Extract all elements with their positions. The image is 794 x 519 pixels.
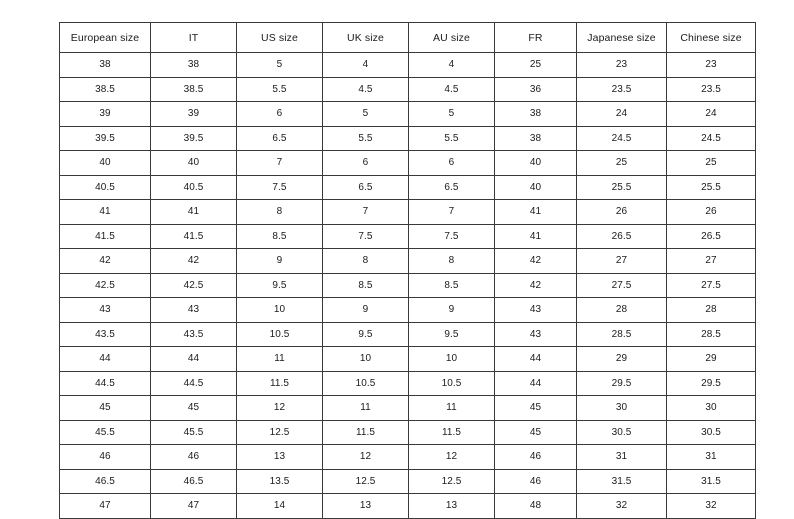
cell-fr: 36 bbox=[495, 77, 577, 102]
cell-fr: 40 bbox=[495, 175, 577, 200]
cell-us-size: 7 bbox=[237, 151, 323, 176]
table-row bbox=[60, 102, 756, 127]
cell-chinese-size: 30.5 bbox=[667, 420, 756, 445]
cell-uk-size: 9 bbox=[323, 298, 409, 323]
cell-european-size: 40.5 bbox=[60, 175, 151, 200]
cell-european-size: 44.5 bbox=[60, 371, 151, 396]
cell-us-size: 10 bbox=[237, 298, 323, 323]
cell-european-size: 45.5 bbox=[60, 420, 151, 445]
cell-japanese-size: 29 bbox=[577, 347, 667, 372]
cell-us-size: 11 bbox=[237, 347, 323, 372]
cell-chinese-size: 32 bbox=[667, 494, 756, 519]
cell-fr: 42 bbox=[495, 273, 577, 298]
cell-au-size: 7 bbox=[409, 200, 495, 225]
cell-it: 42.5 bbox=[151, 273, 237, 298]
table-body bbox=[60, 53, 756, 519]
cell-au-size: 12 bbox=[409, 445, 495, 470]
table-row bbox=[60, 298, 756, 323]
cell-au-size: 4.5 bbox=[409, 77, 495, 102]
table-row bbox=[60, 249, 756, 274]
cell-it: 45 bbox=[151, 396, 237, 421]
cell-japanese-size: 26.5 bbox=[577, 224, 667, 249]
cell-chinese-size: 31 bbox=[667, 445, 756, 470]
cell-uk-size: 4 bbox=[323, 53, 409, 78]
cell-european-size: 45 bbox=[60, 396, 151, 421]
column-header-european-size: European size bbox=[60, 23, 151, 53]
table-row bbox=[60, 445, 756, 470]
cell-european-size: 43.5 bbox=[60, 322, 151, 347]
cell-chinese-size: 25.5 bbox=[667, 175, 756, 200]
cell-japanese-size: 23 bbox=[577, 53, 667, 78]
cell-japanese-size: 27.5 bbox=[577, 273, 667, 298]
cell-japanese-size: 29.5 bbox=[577, 371, 667, 396]
cell-european-size: 39 bbox=[60, 102, 151, 127]
column-header-japanese-size: Japanese size bbox=[577, 23, 667, 53]
column-header-chinese-size: Chinese size bbox=[667, 23, 756, 53]
cell-japanese-size: 25.5 bbox=[577, 175, 667, 200]
cell-european-size: 44 bbox=[60, 347, 151, 372]
cell-au-size: 8 bbox=[409, 249, 495, 274]
cell-au-size: 7.5 bbox=[409, 224, 495, 249]
cell-us-size: 13.5 bbox=[237, 469, 323, 494]
cell-european-size: 41.5 bbox=[60, 224, 151, 249]
table-row bbox=[60, 175, 756, 200]
cell-au-size: 9.5 bbox=[409, 322, 495, 347]
column-header-us-size: US size bbox=[237, 23, 323, 53]
cell-european-size: 42 bbox=[60, 249, 151, 274]
cell-it: 46 bbox=[151, 445, 237, 470]
cell-uk-size: 12.5 bbox=[323, 469, 409, 494]
cell-fr: 45 bbox=[495, 420, 577, 445]
cell-au-size: 8.5 bbox=[409, 273, 495, 298]
cell-au-size: 11.5 bbox=[409, 420, 495, 445]
cell-us-size: 5.5 bbox=[237, 77, 323, 102]
cell-japanese-size: 31 bbox=[577, 445, 667, 470]
cell-au-size: 13 bbox=[409, 494, 495, 519]
cell-japanese-size: 25 bbox=[577, 151, 667, 176]
cell-it: 43.5 bbox=[151, 322, 237, 347]
cell-it: 40.5 bbox=[151, 175, 237, 200]
cell-chinese-size: 24 bbox=[667, 102, 756, 127]
cell-au-size: 5 bbox=[409, 102, 495, 127]
cell-fr: 40 bbox=[495, 151, 577, 176]
cell-au-size: 5.5 bbox=[409, 126, 495, 151]
cell-fr: 43 bbox=[495, 322, 577, 347]
column-header-it: IT bbox=[151, 23, 237, 53]
cell-european-size: 47 bbox=[60, 494, 151, 519]
cell-uk-size: 8.5 bbox=[323, 273, 409, 298]
cell-au-size: 6 bbox=[409, 151, 495, 176]
cell-us-size: 10.5 bbox=[237, 322, 323, 347]
cell-fr: 41 bbox=[495, 200, 577, 225]
cell-japanese-size: 30.5 bbox=[577, 420, 667, 445]
cell-uk-size: 5 bbox=[323, 102, 409, 127]
cell-uk-size: 11 bbox=[323, 396, 409, 421]
cell-uk-size: 13 bbox=[323, 494, 409, 519]
cell-uk-size: 8 bbox=[323, 249, 409, 274]
cell-uk-size: 6 bbox=[323, 151, 409, 176]
cell-chinese-size: 27.5 bbox=[667, 273, 756, 298]
cell-it: 42 bbox=[151, 249, 237, 274]
cell-it: 43 bbox=[151, 298, 237, 323]
cell-european-size: 42.5 bbox=[60, 273, 151, 298]
cell-european-size: 38 bbox=[60, 53, 151, 78]
cell-japanese-size: 28 bbox=[577, 298, 667, 323]
cell-european-size: 46.5 bbox=[60, 469, 151, 494]
table-row bbox=[60, 53, 756, 78]
cell-us-size: 14 bbox=[237, 494, 323, 519]
table-row bbox=[60, 126, 756, 151]
table-row bbox=[60, 347, 756, 372]
cell-japanese-size: 32 bbox=[577, 494, 667, 519]
cell-au-size: 10.5 bbox=[409, 371, 495, 396]
table-header bbox=[60, 23, 756, 53]
cell-it: 38.5 bbox=[151, 77, 237, 102]
cell-japanese-size: 26 bbox=[577, 200, 667, 225]
cell-us-size: 12 bbox=[237, 396, 323, 421]
cell-fr: 44 bbox=[495, 371, 577, 396]
size-conversion-table-container bbox=[59, 22, 742, 519]
cell-uk-size: 7.5 bbox=[323, 224, 409, 249]
cell-it: 40 bbox=[151, 151, 237, 176]
cell-chinese-size: 23 bbox=[667, 53, 756, 78]
cell-chinese-size: 28 bbox=[667, 298, 756, 323]
cell-japanese-size: 27 bbox=[577, 249, 667, 274]
cell-chinese-size: 28.5 bbox=[667, 322, 756, 347]
cell-us-size: 11.5 bbox=[237, 371, 323, 396]
cell-european-size: 41 bbox=[60, 200, 151, 225]
cell-chinese-size: 25 bbox=[667, 151, 756, 176]
cell-japanese-size: 24 bbox=[577, 102, 667, 127]
cell-chinese-size: 30 bbox=[667, 396, 756, 421]
cell-european-size: 40 bbox=[60, 151, 151, 176]
cell-fr: 43 bbox=[495, 298, 577, 323]
table-row bbox=[60, 322, 756, 347]
cell-fr: 42 bbox=[495, 249, 577, 274]
table-row bbox=[60, 494, 756, 519]
cell-japanese-size: 31.5 bbox=[577, 469, 667, 494]
cell-us-size: 12.5 bbox=[237, 420, 323, 445]
cell-us-size: 5 bbox=[237, 53, 323, 78]
cell-it: 44 bbox=[151, 347, 237, 372]
cell-it: 38 bbox=[151, 53, 237, 78]
cell-au-size: 9 bbox=[409, 298, 495, 323]
cell-au-size: 12.5 bbox=[409, 469, 495, 494]
table-row bbox=[60, 396, 756, 421]
cell-us-size: 9.5 bbox=[237, 273, 323, 298]
cell-european-size: 39.5 bbox=[60, 126, 151, 151]
cell-us-size: 8 bbox=[237, 200, 323, 225]
cell-fr: 25 bbox=[495, 53, 577, 78]
cell-uk-size: 10 bbox=[323, 347, 409, 372]
cell-au-size: 4 bbox=[409, 53, 495, 78]
table-row bbox=[60, 371, 756, 396]
cell-chinese-size: 23.5 bbox=[667, 77, 756, 102]
cell-it: 45.5 bbox=[151, 420, 237, 445]
cell-it: 39.5 bbox=[151, 126, 237, 151]
table-row bbox=[60, 151, 756, 176]
cell-european-size: 46 bbox=[60, 445, 151, 470]
cell-chinese-size: 29.5 bbox=[667, 371, 756, 396]
cell-japanese-size: 28.5 bbox=[577, 322, 667, 347]
cell-au-size: 10 bbox=[409, 347, 495, 372]
cell-au-size: 11 bbox=[409, 396, 495, 421]
cell-fr: 48 bbox=[495, 494, 577, 519]
cell-uk-size: 5.5 bbox=[323, 126, 409, 151]
column-header-fr: FR bbox=[495, 23, 577, 53]
cell-fr: 41 bbox=[495, 224, 577, 249]
cell-european-size: 38.5 bbox=[60, 77, 151, 102]
cell-chinese-size: 24.5 bbox=[667, 126, 756, 151]
cell-uk-size: 6.5 bbox=[323, 175, 409, 200]
cell-uk-size: 10.5 bbox=[323, 371, 409, 396]
cell-it: 44.5 bbox=[151, 371, 237, 396]
table-row bbox=[60, 77, 756, 102]
cell-it: 39 bbox=[151, 102, 237, 127]
cell-uk-size: 7 bbox=[323, 200, 409, 225]
table-row bbox=[60, 200, 756, 225]
table-row bbox=[60, 420, 756, 445]
cell-uk-size: 11.5 bbox=[323, 420, 409, 445]
cell-au-size: 6.5 bbox=[409, 175, 495, 200]
cell-it: 41 bbox=[151, 200, 237, 225]
cell-chinese-size: 31.5 bbox=[667, 469, 756, 494]
cell-fr: 44 bbox=[495, 347, 577, 372]
cell-chinese-size: 26.5 bbox=[667, 224, 756, 249]
cell-fr: 45 bbox=[495, 396, 577, 421]
table-row bbox=[60, 273, 756, 298]
cell-japanese-size: 30 bbox=[577, 396, 667, 421]
cell-us-size: 6.5 bbox=[237, 126, 323, 151]
cell-fr: 46 bbox=[495, 445, 577, 470]
cell-uk-size: 9.5 bbox=[323, 322, 409, 347]
cell-chinese-size: 26 bbox=[667, 200, 756, 225]
cell-it: 47 bbox=[151, 494, 237, 519]
cell-fr: 46 bbox=[495, 469, 577, 494]
cell-fr: 38 bbox=[495, 126, 577, 151]
table-header-row bbox=[60, 23, 756, 53]
cell-uk-size: 12 bbox=[323, 445, 409, 470]
cell-us-size: 6 bbox=[237, 102, 323, 127]
cell-us-size: 7.5 bbox=[237, 175, 323, 200]
cell-uk-size: 4.5 bbox=[323, 77, 409, 102]
table-row bbox=[60, 224, 756, 249]
cell-us-size: 8.5 bbox=[237, 224, 323, 249]
column-header-uk-size: UK size bbox=[323, 23, 409, 53]
cell-fr: 38 bbox=[495, 102, 577, 127]
column-header-au-size: AU size bbox=[409, 23, 495, 53]
size-conversion-table bbox=[59, 22, 756, 519]
cell-chinese-size: 29 bbox=[667, 347, 756, 372]
cell-japanese-size: 24.5 bbox=[577, 126, 667, 151]
table-row bbox=[60, 469, 756, 494]
cell-european-size: 43 bbox=[60, 298, 151, 323]
cell-us-size: 13 bbox=[237, 445, 323, 470]
cell-chinese-size: 27 bbox=[667, 249, 756, 274]
cell-japanese-size: 23.5 bbox=[577, 77, 667, 102]
cell-it: 46.5 bbox=[151, 469, 237, 494]
cell-us-size: 9 bbox=[237, 249, 323, 274]
cell-it: 41.5 bbox=[151, 224, 237, 249]
